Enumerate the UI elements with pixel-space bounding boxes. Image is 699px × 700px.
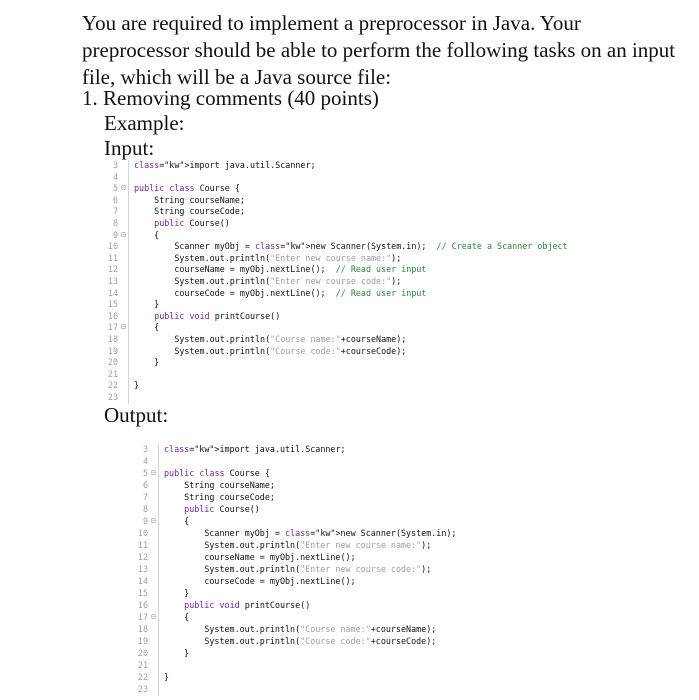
line-number: 18 (137, 624, 148, 634)
line-number: 15 (107, 299, 118, 310)
intro-paragraph: You are required to implement a preprocessor in Java. Your preprocessor should be able to perform the following tasks on an input file, which will be a Java source file: (82, 11, 676, 89)
line-number: 10 (137, 528, 148, 538)
code-line: public void printCourse() (184, 600, 311, 610)
line-number: 11 (137, 540, 148, 550)
input-code-block (104, 160, 574, 405)
line-number: 13 (107, 276, 118, 286)
output-label: Output: (104, 403, 169, 427)
line-number: 22 (107, 380, 118, 391)
code-line: { (164, 516, 190, 526)
line-number: 9 (142, 516, 148, 526)
line-number: 18 (107, 334, 118, 344)
line-number: 14 (137, 576, 148, 586)
output-code-block (134, 444, 534, 699)
line-number: 23 (107, 392, 118, 402)
assignment-intro (82, 10, 682, 91)
code-line: public class Course { (134, 183, 240, 194)
line-number: 16 (137, 600, 148, 610)
line-number: 10 (107, 241, 118, 252)
code-line: } (134, 357, 160, 368)
code-line: { (164, 612, 190, 622)
line-number: 5 (112, 183, 118, 194)
code-line: String courseName; (164, 480, 275, 490)
line-number: 12 (107, 264, 118, 275)
code-line: public Course() (184, 504, 260, 514)
task-item-removing-comments: 1. Removing comments (40 points) (82, 86, 379, 110)
line-number: 16 (107, 310, 118, 321)
code-line: } (134, 380, 140, 391)
code-line: public Course() (154, 218, 230, 228)
code-line: } (164, 648, 190, 658)
fold-marker-icon[interactable]: ⊟ (121, 229, 126, 239)
code-line: courseName = myObj.nextLine(); // Read user input (134, 264, 427, 275)
line-number: 13 (137, 564, 148, 574)
line-number: 20 (137, 648, 148, 658)
line-number: 7 (142, 492, 148, 502)
code-line: System.out.println("Enter new course code:"); (164, 564, 432, 574)
code-line: class="kw">import java.util.Scanner; (164, 444, 346, 454)
code-line: System.out.println("Course name:"+courseName); (134, 334, 407, 344)
code-line: System.out.println("Course code:"+courseCode); (134, 345, 407, 356)
code-line: courseName = myObj.nextLine(); (164, 552, 356, 562)
code-line: String courseCode; (134, 206, 245, 217)
code-line: } (134, 299, 160, 310)
line-number: 12 (137, 552, 148, 562)
line-number: 9 (112, 229, 118, 240)
line-number: 20 (107, 357, 118, 368)
line-number: 8 (112, 218, 118, 228)
line-number: 17 (137, 612, 148, 622)
code-line: System.out.println("Enter new course name:"); (134, 252, 402, 263)
line-number: 6 (142, 480, 148, 490)
line-number: 11 (107, 252, 118, 263)
code-line: Scanner myObj = class="kw">new Scanner(System.in); (164, 528, 457, 538)
fold-marker-icon[interactable]: ⊟ (151, 516, 156, 525)
code-line: System.out.println("Course name:"+courseName); (164, 624, 437, 634)
line-number: 4 (142, 456, 148, 466)
fold-marker-icon[interactable]: ⊟ (151, 468, 156, 477)
line-number: 19 (107, 345, 118, 356)
code-gutter-divider (158, 444, 159, 696)
code-gutter-divider (128, 160, 129, 404)
line-number: 17 (107, 322, 118, 333)
line-number: 7 (112, 206, 118, 217)
line-number: 4 (112, 171, 118, 182)
line-number: 3 (112, 160, 118, 170)
code-line: courseCode = myObj.nextLine(); // Read user input (134, 287, 427, 298)
example-label: Example: (104, 111, 185, 135)
line-number: 3 (142, 444, 148, 454)
line-number: 23 (137, 684, 148, 694)
line-number: 22 (137, 672, 148, 682)
code-line: String courseName; (134, 194, 245, 205)
code-line: System.out.println("Course code:"+courseCode); (164, 636, 437, 646)
code-line: public class Course { (164, 468, 270, 478)
input-label: Input: (104, 136, 155, 160)
line-number: 5 (142, 468, 148, 478)
code-line: class="kw">import java.util.Scanner; (134, 160, 316, 170)
code-line: Scanner myObj = class="kw">new Scanner(System.in); // Create a Scanner object (134, 241, 568, 252)
fold-marker-icon[interactable]: ⊟ (121, 183, 126, 193)
line-number: 14 (107, 287, 118, 298)
line-number: 6 (112, 194, 118, 205)
code-line: { (134, 322, 160, 333)
code-line: String courseCode; (164, 492, 275, 502)
code-line: public void printCourse() (154, 310, 281, 321)
line-number: 8 (142, 504, 148, 514)
code-line: } (164, 672, 170, 682)
line-number: 21 (107, 368, 118, 379)
code-line: courseCode = myObj.nextLine(); (164, 576, 356, 586)
code-line: System.out.println("Enter new course code:"); (134, 276, 402, 286)
code-line: System.out.println("Enter new course name:"); (164, 540, 432, 550)
code-line: } (164, 588, 190, 598)
line-number: 15 (137, 588, 148, 598)
fold-marker-icon[interactable]: ⊟ (151, 612, 156, 621)
code-line: { (134, 229, 160, 240)
line-number: 19 (137, 636, 148, 646)
line-number: 21 (137, 660, 148, 670)
fold-marker-icon[interactable]: ⊟ (121, 322, 126, 332)
